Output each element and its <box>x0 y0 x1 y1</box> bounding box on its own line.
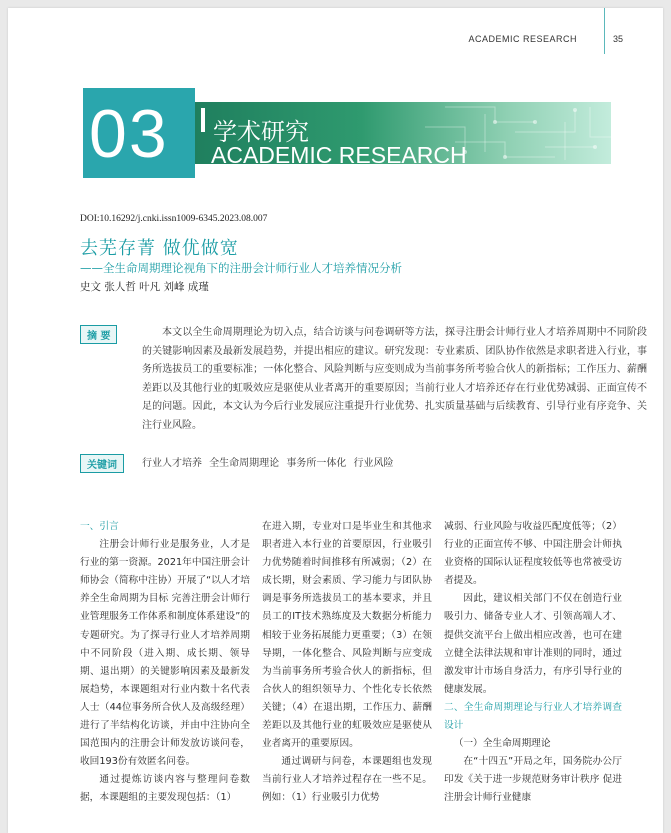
section-heading: 一、引言 <box>80 521 119 532</box>
paragraph: 因此，建议相关部门不仅在创造行业吸引力、储备专业人才、引领高端人才、提供交流平台上做出相应改善，也可在建立健全法律法规和审计准则的同时，通过激发审计市场自身活力，有序引导行业的健康发展。 <box>444 593 622 695</box>
article-subtitle: ——全生命周期理论视角下的注册会计师行业人才培养情况分析 <box>80 261 402 275</box>
running-title: ACADEMIC RESEARCH <box>468 34 577 44</box>
paragraph: 通过提炼访谈内容与整理问卷数据，本课题组的主要发现包括：（1） <box>80 774 250 804</box>
body-column-1 <box>80 518 250 808</box>
subsection-heading: （一）全生命周期理论 <box>453 738 551 750</box>
body-column-2 <box>262 518 432 808</box>
abstract-text: 本文以全生命周期理论为切入点，结合访谈与问卷调研等方法，探寻注册会计师行业人才培养周期中不同阶段的关键影响因素及最新发展趋势，并提出相应的建议。研究发现：专业素质、团队协作依然是求职者进入行业，事务所选拔员工的重要标准；一体化整合、风险判断与应变则成为当前事务所考验合伙人的新指标；工作压力、薪酬差距以及其他行业的虹吸效应是驱使从业者离开的重要原因；当前行业人才培养还存在行业优势减弱、正面宣传不足的问题。因此，本文认为今后行业发展应注重提升行业优势、扎实质量基础与后续教育、引导行业有序竞争、关注行业风险。 <box>142 327 647 431</box>
page-number: 35 <box>612 34 623 44</box>
paragraph: 通过调研与问卷，本课题组也发现当前行业人才培养过程存在一些不足。例如：（1）行业吸引力优势 <box>262 756 432 804</box>
keywords-text: 行业人才培养 全生命周期理论 事务所一体化 行业风险 <box>142 458 394 469</box>
header-rule <box>604 8 605 54</box>
article-authors: 史文 张人哲 叶凡 刘峰 成瑾 <box>80 281 209 293</box>
section-heading: 二、全生命周期理论与行业人才培养调查设计 <box>444 701 622 732</box>
paragraph: 减弱、行业风险与收益匹配度低等；（2）行业的正面宣传不够、中国注册会计师执业资格的国际认证程度较低等也常被受访者提及。 <box>444 521 622 587</box>
section-banner <box>83 88 611 178</box>
paragraph: 在“十四五”开局之年，国务院办公厅印发《关于进一步规范财务审计秩序 促进注册会计师行业健康 <box>444 756 622 804</box>
paragraph: 在进入期，专业对口是毕业生和其他求职者进入本行业的首要原因，行业吸引力优势随着时间推移有所减弱；（2）在成长期，财会素质、学习能力与团队协调是事务所选拔员工的基本要求，并且员工的IT技术熟练度及大数据分析能力相较于业务拓展能力更重要；（3）在领导期，一体化整合、风险判断与应变成为当前事务所考验合伙人的新指标，但合伙人的组织领导力、个性化专长依然关键；（4）在退出期，工作压力、薪酬差距以及其他行业的虹吸效应是驱使从业者离开的重要原因。 <box>262 521 432 750</box>
banner-title-bar <box>201 108 205 132</box>
article-title: 去芜存菁 做优做宽 <box>80 238 239 259</box>
abstract-label: 摘 要 <box>80 325 117 344</box>
column-title-cn: 学术研究 <box>213 118 309 146</box>
journal-page <box>8 8 663 833</box>
keywords-label: 关键词 <box>80 454 124 473</box>
body-column-3 <box>444 518 622 808</box>
column-title-en: ACADEMIC RESEARCH <box>211 142 467 168</box>
doi: DOI:10.16292/j.cnki.issn1009-6345.2023.08.007 <box>80 214 268 224</box>
section-number: 03 <box>89 96 169 172</box>
paragraph: 注册会计师行业是服务业，人才是行业的第一资源。2021年中国注册会计师协会（简称中注协）开展了“以人才培养全生命周期为目标 完善注册会计师行业管理服务工作体系和制度体系建设”的专题研究。为了探寻行业人才培养周期中不同阶段（进入期、成长期、领导期、退出期）的关键影响因素及最新发展趋势，本课题组对行业内数十名代表人士（44位事务所合伙人及高级经理）进行了半结构化访谈，并由中注协向全国范围内的注册会计师发放访谈问卷，收回193份有效匿名问卷。 <box>80 539 250 768</box>
banner-number-block <box>83 88 195 178</box>
